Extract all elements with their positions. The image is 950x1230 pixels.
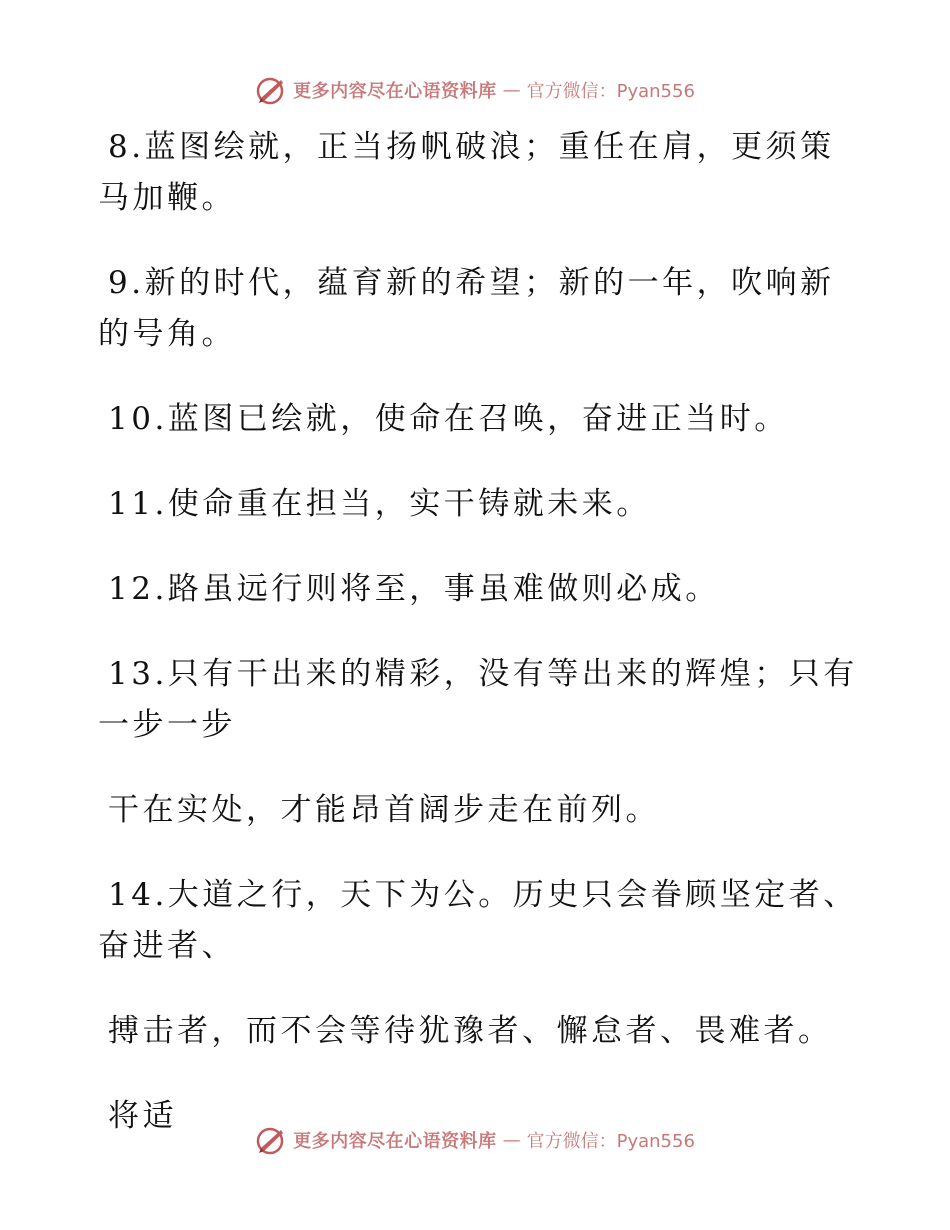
document-body	[98, 122, 858, 1142]
header-banner-content	[255, 74, 695, 106]
footer-separator: —	[502, 1129, 521, 1151]
footer-banner-content	[255, 1124, 695, 1156]
header-brand-text: 更多内容尽在心语资料库	[293, 81, 497, 102]
text-line: 10.蓝图已绘就，使命在召唤，奋进正当时。	[108, 401, 789, 437]
text-line: 将适	[108, 1098, 177, 1134]
paragraph-gap	[98, 445, 858, 479]
footer-contact-text: 官方微信：Pyan556	[526, 1131, 695, 1152]
text-line: 12.路虽远行则将至，事虽难做则必成。	[108, 571, 720, 607]
paragraph-gap	[98, 972, 858, 1006]
text-line: 奋进者、	[98, 928, 236, 964]
paragraph-gap	[98, 615, 858, 649]
text-line: 13.只有干出来的精彩，没有等出来的辉煌；只有	[108, 656, 858, 692]
header-contact-text: 官方微信：Pyan556	[526, 81, 695, 102]
text-line: 8.蓝图绘就，正当扬帆破浪；重任在肩，更须策	[108, 129, 835, 165]
text-line: 14.大道之行，天下为公。历史只会眷顾坚定者、	[108, 877, 858, 913]
paragraph-gap	[98, 360, 858, 394]
text-line: 一步一步	[98, 707, 236, 743]
text-line: 9.新的时代，蕴育新的希望；新的一年，吹响新	[108, 265, 835, 301]
footer-brand-text: 更多内容尽在心语资料库	[293, 1131, 497, 1152]
paragraph-gap	[98, 224, 858, 258]
paragraph-gap	[98, 1057, 858, 1091]
footer-banner	[0, 1120, 950, 1160]
text-line: 马加鞭。	[98, 180, 236, 216]
text-line: 的号角。	[98, 316, 236, 352]
pen-logo-icon	[255, 1124, 287, 1156]
text-line: 搏击者，而不会等待犹豫者、懈怠者、畏难者。	[108, 1013, 833, 1049]
header-separator: —	[502, 79, 521, 101]
text-line: 11.使命重在担当，实干铸就未来。	[108, 486, 651, 522]
paragraph-gap	[98, 530, 858, 564]
pen-logo-icon	[255, 74, 287, 106]
paragraph-gap	[98, 836, 858, 870]
header-banner	[0, 70, 950, 110]
paragraph-gap	[98, 751, 858, 785]
text-line: 干在实处，才能昂首阔步走在前列。	[108, 792, 660, 828]
